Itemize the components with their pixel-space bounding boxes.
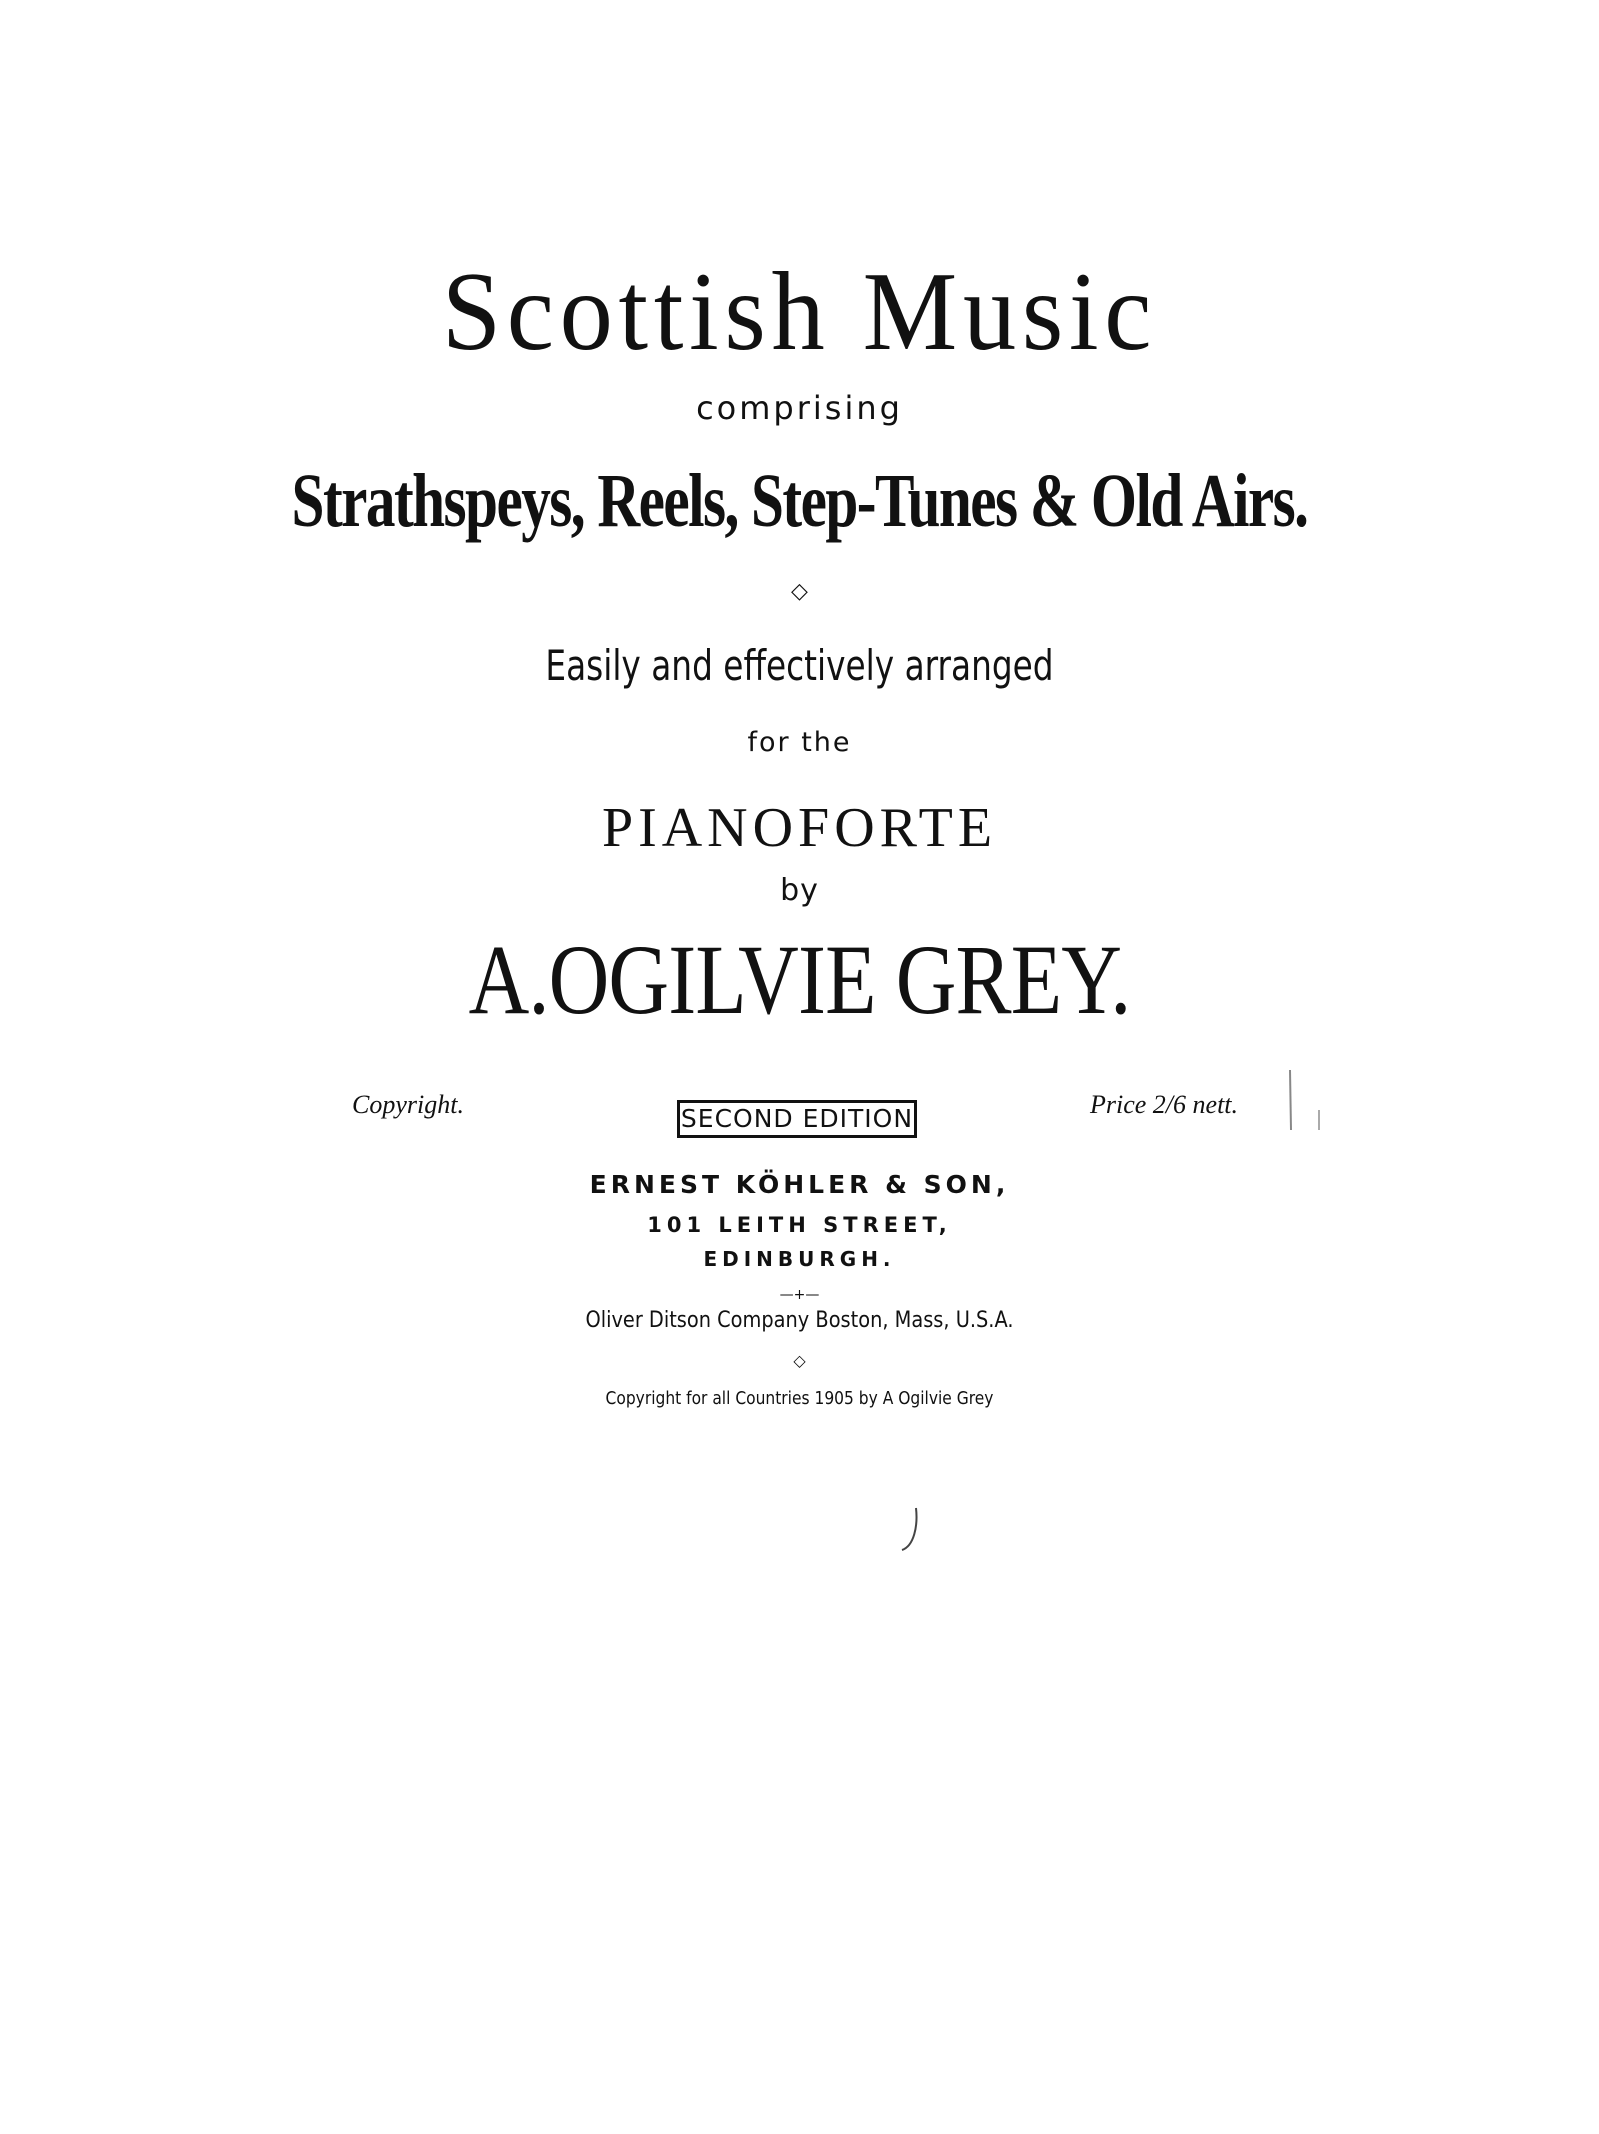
cover-title: Scottish Music bbox=[441, 250, 1158, 374]
copyright-label: Copyright. bbox=[352, 1090, 464, 1119]
diamond-ornament-icon: ◇ bbox=[791, 579, 808, 604]
composer-name: A.OGILVIE GREY. bbox=[468, 924, 1131, 1035]
publisher-street: 101 LEITH STREET, bbox=[647, 1213, 952, 1237]
instrument-name: PIANOFORTE bbox=[601, 797, 998, 859]
copyright-notice: Copyright for all Countries 1905 by A Ogilvie Grey bbox=[605, 1388, 994, 1409]
scan-mark-right bbox=[1285, 1070, 1325, 1150]
agent-line: Oliver Ditson Company Boston, Mass, U.S.A. bbox=[585, 1308, 1014, 1333]
for-the-text: for the bbox=[747, 727, 852, 758]
comprising-text: comprising bbox=[696, 389, 903, 427]
arrangement-note: Easily and effectively arranged bbox=[545, 641, 1054, 690]
cover-subtitle: Strathspeys, Reels, Step-Tunes & Old Airs. bbox=[291, 459, 1308, 543]
small-diamond-ornament-icon: ◇ bbox=[793, 1351, 806, 1370]
publisher-city: EDINBURGH. bbox=[703, 1247, 896, 1271]
scan-mark-bottom bbox=[896, 1506, 926, 1556]
edition-box: SECOND EDITION bbox=[677, 1100, 917, 1138]
dash-ornament-icon: —+— bbox=[779, 1287, 820, 1303]
publisher-name: ERNEST KÖHLER & SON, bbox=[589, 1170, 1010, 1199]
by-text: by bbox=[780, 873, 819, 908]
price-label: Price 2/6 nett. bbox=[1090, 1090, 1239, 1119]
